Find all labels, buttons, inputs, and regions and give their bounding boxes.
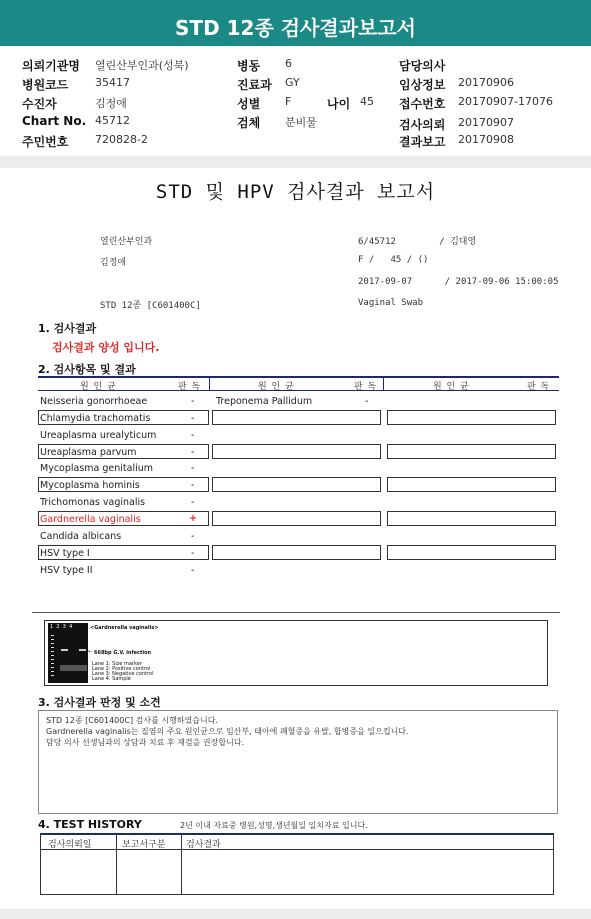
empty-result-box (212, 511, 381, 526)
organism-result: - (191, 497, 195, 508)
meta-test-name: STD 12종 [C601400C] (100, 301, 201, 311)
table-col-divider (383, 378, 384, 390)
label-receipt-no: 접수번호 (399, 97, 446, 111)
empty-result-box (387, 545, 556, 560)
separator-band (0, 156, 591, 168)
organism-name-positive: Gardnerella vaginalis (40, 514, 141, 525)
gel-band (61, 649, 68, 651)
organism-name: Ureaplasma urealyticum (40, 430, 157, 441)
gel-primer-band (60, 665, 87, 671)
label-department: 진료과 (237, 78, 272, 92)
value-resident-no: 720828-2 (95, 133, 148, 146)
value-requesting-institution: 열린산부인과(성북) (95, 59, 189, 72)
empty-result-box (387, 410, 556, 425)
gel-band (79, 649, 86, 651)
history-col-request-date: 검사의뢰일 (48, 840, 92, 850)
history-col-divider (181, 835, 182, 895)
label-resident-no: 주민번호 (22, 135, 69, 149)
section-2-title: 2. 검사항목 및 결과 (38, 363, 136, 376)
meta-sex-age: F / 45 / () (358, 255, 429, 265)
value-age: 45 (360, 95, 374, 108)
section-1-title: 1. 검사결과 (38, 322, 97, 335)
empty-result-box (212, 444, 381, 459)
finding-line: STD 12종 [C601400C] 검사를 시행하였습니다. (46, 716, 218, 725)
label-result-report: 결과보고 (399, 135, 446, 149)
table-top-rule (38, 376, 559, 378)
empty-result-box (387, 477, 556, 492)
organism-result: - (191, 531, 195, 542)
meta-chart-doctor: 6/45712 / 김대영 (358, 237, 477, 247)
section-3-title: 3. 검사결과 판정 및 소견 (38, 696, 161, 709)
section-1-result: 검사결과 양성 입니다. (52, 341, 160, 354)
value-hospital-code: 35417 (95, 76, 130, 89)
organism-result: - (191, 396, 195, 407)
gel-legend-item: Lane 2: Positive control (92, 666, 151, 672)
arrow-icon: ← (88, 649, 93, 655)
value-chart-no: 45712 (95, 114, 130, 127)
history-table (40, 835, 554, 895)
organism-name: Ureaplasma parvum (40, 447, 137, 458)
finding-line: 담당 의사 선생님과의 상담과 치료 후 재검을 권장합니다. (46, 738, 245, 747)
label-hospital-code: 병원코드 (22, 78, 69, 92)
history-col-result: 검사결과 (186, 840, 221, 850)
empty-result-box (387, 511, 556, 526)
organism-result: - (191, 413, 195, 424)
organism-result: - (365, 396, 369, 407)
label-requesting-institution: 의뢰기관명 (22, 59, 80, 73)
empty-result-box (212, 545, 381, 560)
divider-line (32, 612, 560, 613)
organism-name: Neisseria gonorrhoeae (40, 396, 148, 407)
organism-name: Mycoplasma hominis (40, 480, 140, 491)
value-patient: 김정애 (95, 97, 127, 110)
empty-result-box (387, 444, 556, 459)
organism-result: - (191, 480, 195, 491)
footer-band (0, 909, 591, 919)
col-header-organism: 원 인 균 (80, 382, 117, 392)
organism-result: - (191, 463, 195, 474)
label-patient: 수진자 (22, 97, 57, 111)
organism-name: HSV type I (40, 548, 90, 559)
label-doctor: 담당의사 (399, 59, 446, 73)
section-4-title: 4. TEST HISTORY (38, 818, 142, 831)
history-header-rule (40, 849, 554, 850)
gel-lane-numbers: 1 2 3 4 (50, 624, 73, 630)
value-department: GY (285, 76, 300, 89)
gel-electrophoresis-image (48, 623, 88, 683)
gel-arrow-label: 668bp G.V. infection (94, 650, 152, 656)
value-clinical-info: 20170906 (458, 76, 514, 89)
organism-result-positive: + (189, 513, 197, 524)
organism-result: - (191, 565, 195, 576)
label-test-request: 검사의뢰 (399, 118, 446, 132)
table-col-divider (209, 378, 210, 390)
value-receipt-no: 20170907-17076 (458, 95, 553, 108)
organism-name: Treponema Pallidum (216, 396, 313, 407)
value-result-report: 20170908 (458, 133, 514, 146)
label-clinical-info: 임상정보 (399, 78, 446, 92)
history-col-report-type: 보고서구분 (122, 840, 166, 850)
page-title: STD 12종 검사결과보고서 (175, 16, 416, 40)
history-note: 2년 이내 자료중 병원,성명,생년월일 일치자료 입니다. (180, 821, 368, 830)
meta-institution: 열린산부인과 (100, 237, 153, 247)
gel-title: <Gardnerella vaginalis> (90, 625, 159, 631)
organism-name: Mycoplasma genitalium (40, 463, 154, 474)
col-header-organism: 원 인 균 (258, 382, 295, 392)
col-header-judgement: 판 독 (178, 382, 202, 392)
organism-name: HSV type II (40, 565, 93, 576)
gel-legend-item: Lane 1: Size marker (92, 661, 142, 667)
col-header-judgement: 판 독 (527, 382, 551, 392)
col-header-organism: 원 인 균 (433, 382, 470, 392)
organism-name: Candida albicans (40, 531, 122, 542)
empty-result-box (212, 410, 381, 425)
value-test-request: 20170907 (458, 116, 514, 129)
label-age: 나이 (327, 97, 351, 111)
report-title: STD 및 HPV 검사결과 보고서 (155, 181, 436, 203)
gel-legend-item: Lane 4: Sample (92, 676, 131, 682)
history-col-divider (116, 835, 117, 895)
finding-line: Gardnerella vaginalis는 질염의 주요 원인균으로 임산부, 태아에 폐혈증을 유발, 합병증을 일으킵니다. (46, 727, 409, 736)
label-chart-no: Chart No. (22, 114, 87, 128)
organism-name: Trichomonas vaginalis (40, 497, 146, 508)
label-specimen: 검체 (237, 116, 261, 130)
organism-result: - (191, 447, 195, 458)
col-header-judgement: 판 독 (354, 382, 378, 392)
value-specimen: 분비물 (285, 116, 317, 129)
label-ward: 병동 (237, 59, 261, 73)
empty-result-box (212, 477, 381, 492)
meta-specimen: Vaginal Swab (358, 298, 424, 308)
meta-patient-name: 김정애 (100, 258, 127, 268)
value-ward: 6 (285, 57, 292, 70)
meta-dates: 2017-09-07 / 2017-09-06 15:00:05 (358, 277, 559, 287)
organism-name: Chlamydia trachomatis (40, 413, 151, 424)
organism-result: - (191, 430, 195, 441)
organism-result: - (191, 548, 195, 559)
label-sex: 성별 (237, 97, 261, 111)
value-sex: F (285, 95, 292, 108)
gel-size-marker (51, 635, 54, 679)
gel-legend-item: Lane 3: Negative control (92, 671, 154, 677)
